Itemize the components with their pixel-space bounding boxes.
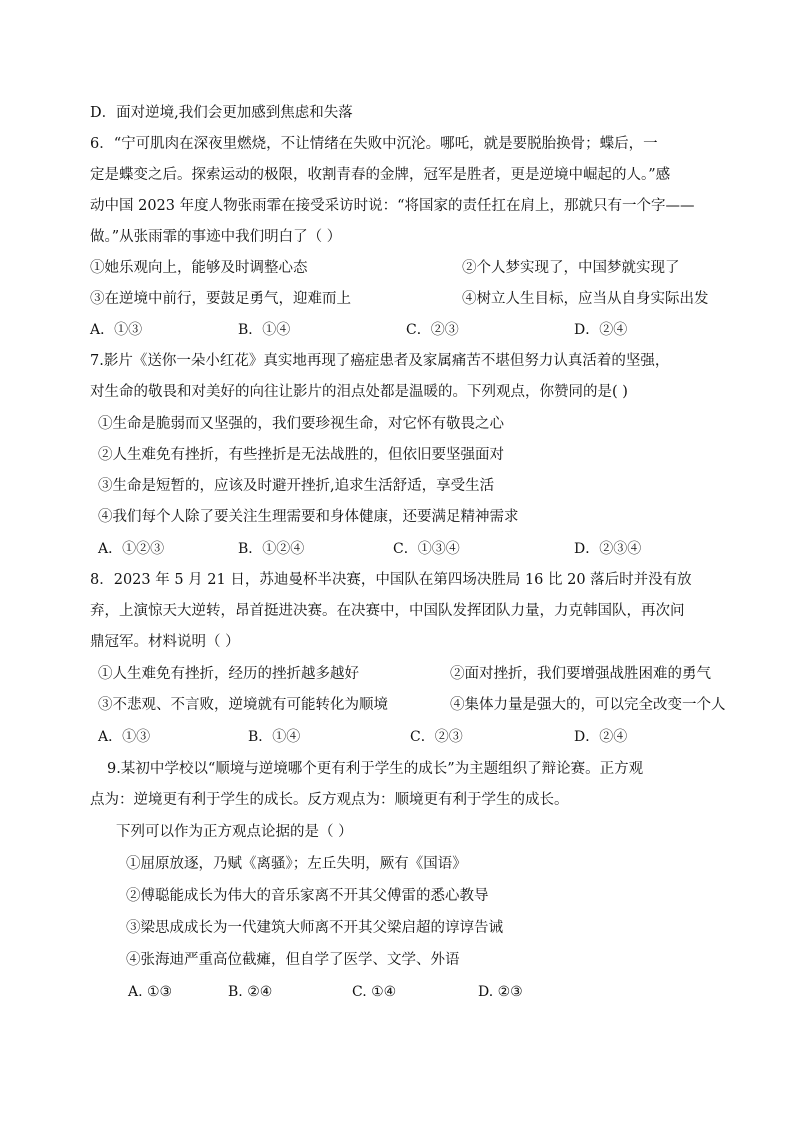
q8-line-1: 8．2023 年 5 月 21 日，苏迪曼杯半决赛，中国队在第四场决胜局 16 比 20 落后时并没有放 (90, 572, 692, 588)
q6-statement-4: ④树立人生目标，应当从自身实际出发 (462, 291, 709, 307)
q8-choice-c: C．②③ (410, 729, 463, 745)
q8-choice-b: B．①④ (248, 729, 301, 745)
q8-statement-3: ③不悲观、不言败，逆境就有可能转化为顺境 (98, 697, 388, 713)
q6-line-2: 定是蝶变之后。探索运动的极限，收割青春的金牌，冠军是胜者，更是逆境中崛起的人。”感 (90, 167, 671, 183)
q7-statement-2: ②人生难免有挫折，有些挫折是无法战胜的，但依旧要坚强面对 (98, 447, 504, 463)
q9-choice-d: D. ②③ (478, 984, 523, 1000)
q7-line-1: 7.影片《送你一朵小红花》真实地再现了癌症患者及家属痛苦不堪但努力认真活着的坚强， (90, 353, 670, 369)
q9-statement-2: ②傅聪能成长为伟大的音乐家离不开其父傅雷的悉心教导 (126, 888, 489, 904)
q9-statement-1: ①屈原放逐，乃赋《离骚》；左丘失明，厥有《国语》 (126, 856, 467, 872)
q9-choice-b: B. ②④ (228, 984, 273, 1000)
q8-statement-4: ④集体力量是强大的，可以完全改变一个人 (450, 697, 726, 713)
q6-line-4: 做。”从张雨霏的事迹中我们明白了（ ） (90, 229, 342, 245)
q6-statement-3: ③在逆境中前行，要鼓足勇气，迎难而上 (90, 291, 351, 307)
q9-statement-4: ④张海迪严重高位截瘫，但自学了医学、文学、外语 (126, 952, 460, 968)
q9-statement-3: ③梁思成成长为一代建筑大师离不开其父梁启超的谆谆告诫 (126, 920, 503, 936)
q8-choice-a: A．①③ (98, 729, 151, 745)
q6-choice-b: B．①④ (238, 322, 291, 338)
q7-choice-b: B．①②④ (238, 541, 305, 557)
q6-statement-2: ②个人梦实现了，中国梦就实现了 (462, 260, 680, 276)
q7-statement-3: ③生命是短暂的，应该及时避开挫折,追求生活舒适，享受生活 (98, 478, 495, 494)
q7-choice-a: A．①②③ (98, 541, 165, 557)
q9-line-2: 点为：逆境更有利于学生的成长。反方观点为：顺境更有利于学生的成长。 (90, 792, 569, 808)
q8-line-3: 鼎冠军。材料说明（ ） (90, 634, 240, 650)
q9-line-1: 9.某初中学校以“顺境与逆境哪个更有利于学生的成长”为主题组织了辩论赛。正方观 (107, 761, 644, 777)
q5-option-d: D．面对逆境,我们会更加感到焦虑和失落 (90, 105, 353, 121)
q6-line-3: 动中国 2023 年度人物张雨霏在接受采访时说：“将国家的责任扛在肩上，那就只有一个字—— (90, 198, 695, 214)
q8-statement-2: ②面对挫折，我们要增强战胜困难的勇气 (450, 666, 711, 682)
q6-line-1: 6．“宁可肌肉在深夜里燃烧，不让情绪在失败中沉沦。哪吒，就是要脱胎换骨；蝶后，一 (90, 136, 658, 152)
q8-line-2: 弃，上演惊天大逆转，昂首挺进决赛。在决赛中，中国队发挥团队力量，力克韩国队，再次问 (90, 603, 685, 619)
q6-choice-d: D．②④ (574, 322, 628, 338)
q7-statement-1: ①生命是脆弱而又坚强的，我们要珍视生命，对它怀有敬畏之心 (98, 416, 504, 432)
q8-statement-1: ①人生难免有挫折，经历的挫折越多越好 (98, 666, 359, 682)
q6-choice-a: A．①③ (90, 322, 143, 338)
q9-choice-a: A. ①③ (128, 984, 173, 1000)
q7-choice-c: C．①③④ (393, 541, 460, 557)
q8-choice-d: D．②④ (574, 729, 628, 745)
q7-choice-d: D．②③④ (574, 541, 642, 557)
q9-line-3: 下列可以作为正方观点论据的是（ ） (116, 824, 353, 840)
q7-statement-4: ④我们每个人除了要关注生理需要和身体健康，还要满足精神需求 (98, 509, 519, 525)
q9-choice-c: C. ①④ (352, 984, 397, 1000)
q7-line-2: 对生命的敬畏和对美好的向往让影片的泪点处都是温暖的。下列观点，你赞同的是( ) (90, 384, 628, 400)
q6-statement-1: ①她乐观向上，能够及时调整心态 (90, 260, 308, 276)
q6-choice-c: C．②③ (406, 322, 459, 338)
